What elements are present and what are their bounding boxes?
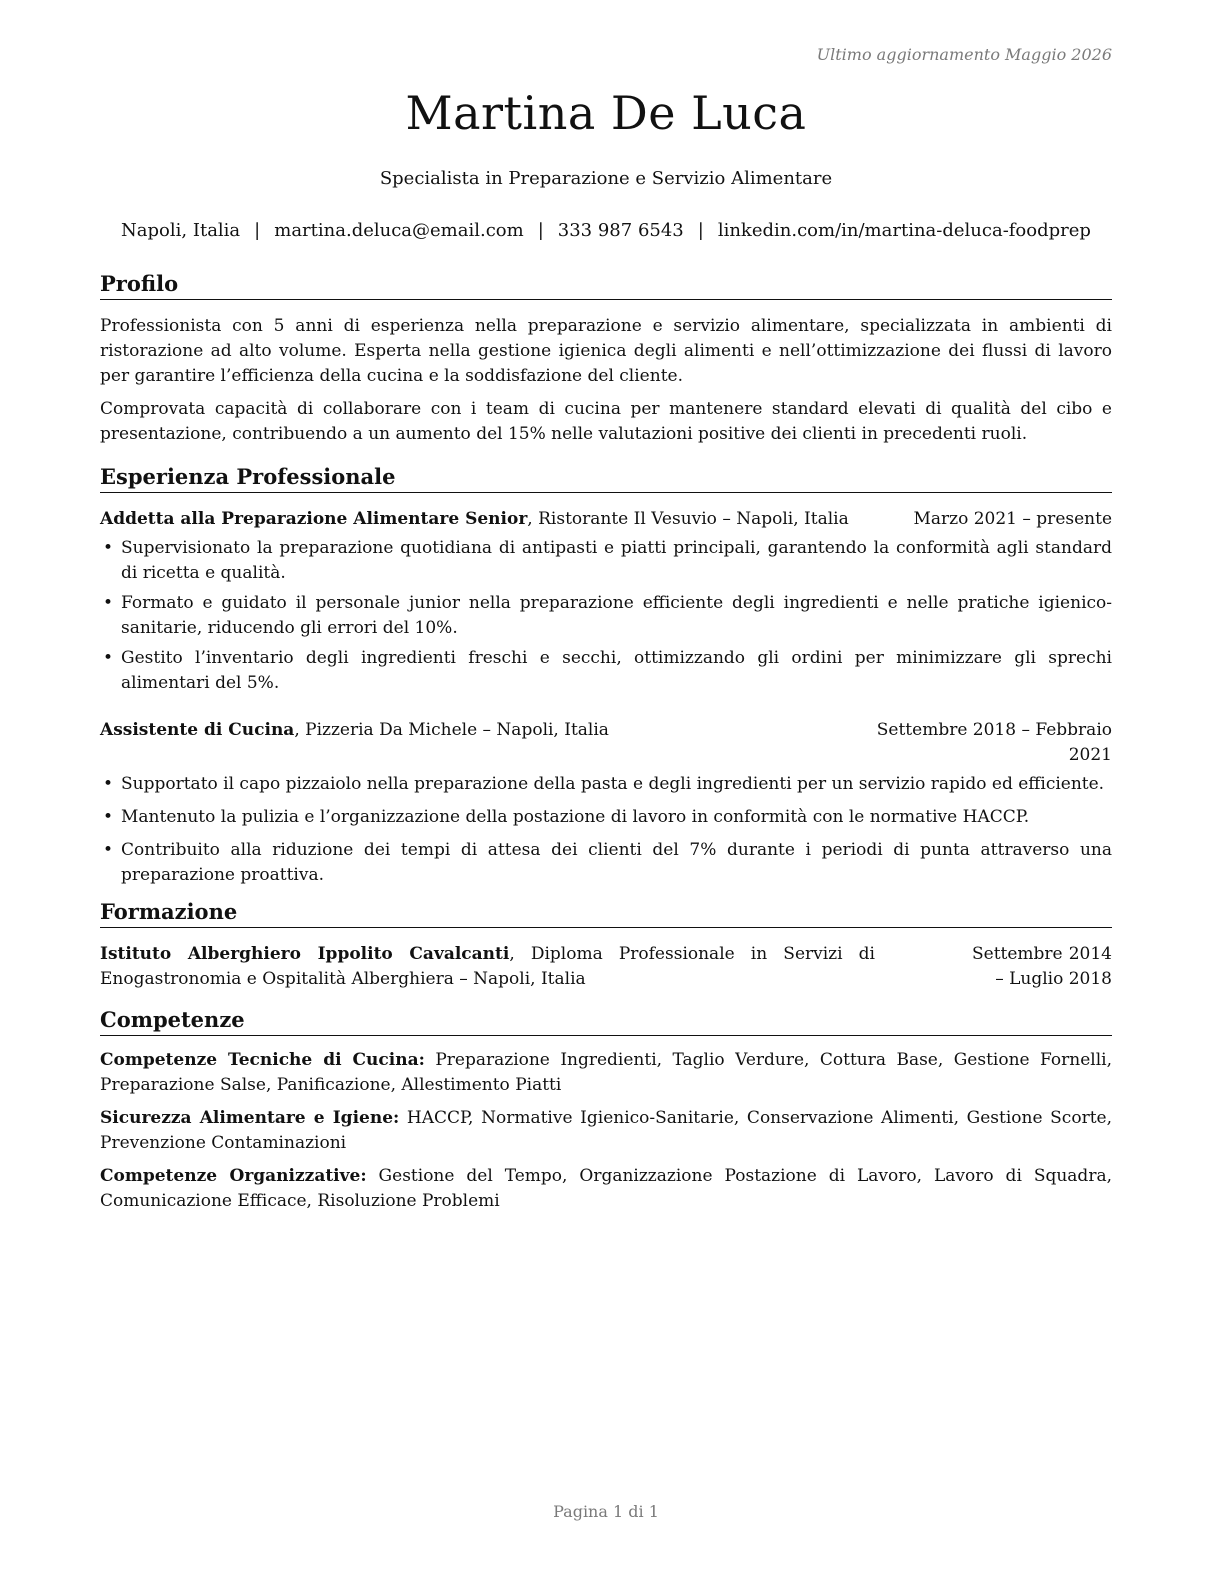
section-title-experience: Esperienza Professionale xyxy=(100,463,1112,493)
page-number: Pagina 1 di 1 xyxy=(553,1502,659,1521)
profile-paragraph: Professionista con 5 anni di esperienza nella preparazione e servizio alimentare, specializzata in ambienti di ristorazione ad alto volume. Esperta nella gestione igienica degli alimenti e nell’ottimizzazione dei flussi di lavoro per garantire l’efficienza della cucina e la soddisfazione del cliente. xyxy=(100,316,1112,386)
contact-separator: | xyxy=(254,220,261,241)
skill-group-items: HACCP, Normative Igienico-Sanitarie, Conservazione Alimenti, Gestione Scorte, Prevenzione Contaminazioni xyxy=(100,1108,1112,1153)
bullet-icon: • xyxy=(103,840,114,860)
section-title-education: Formazione xyxy=(100,898,1112,928)
bullet-text: Mantenuto la pulizia e l’organizzazione della postazione di lavoro in conformità con le normative HACCP. xyxy=(121,807,1030,827)
job-dates: Settembre 2018 – Febbraio 2021 xyxy=(876,720,1112,765)
job-bullets xyxy=(100,772,1112,888)
skill-group-label: Competenze Organizzative: xyxy=(100,1166,367,1186)
job-header xyxy=(100,507,1112,532)
skill-group xyxy=(100,1048,1112,1098)
contact-line xyxy=(100,220,1112,241)
bullet-text: Gestito l’inventario degli ingredienti freschi e secchi, ottimizzando gli ordini per minimizzare gli sprechi alimentari del 5%. xyxy=(121,648,1112,693)
bullet-icon: • xyxy=(103,648,114,668)
contact-linkedin[interactable]: linkedin.com/in/martina-deluca-foodprep xyxy=(717,220,1091,241)
bullet-icon: • xyxy=(103,774,114,794)
list-item xyxy=(100,536,1112,586)
bullet-text: Contribuito alla riduzione dei tempi di attesa dei clienti del 7% durante i periodi di punta attraverso una preparazione proattiva. xyxy=(121,840,1112,885)
skill-group-items: Preparazione Ingredienti, Taglio Verdure, Cottura Base, Gestione Fornelli, Preparazione Salse, Panificazione, Allestimento Piatti xyxy=(100,1050,1113,1095)
skill-group-label: Competenze Tecniche di Cucina: xyxy=(100,1050,425,1070)
bullet-text: Supervisionato la preparazione quotidiana di antipasti e piatti principali, garantendo la conformità agli standard di ricetta e qualità. xyxy=(121,538,1112,583)
job-dates: Marzo 2021 – presente xyxy=(913,509,1112,529)
list-item xyxy=(100,646,1112,696)
education-dates: Settembre 2014 – Luglio 2018 xyxy=(972,944,1112,989)
education-description xyxy=(100,942,875,992)
contact-email[interactable]: martina.deluca@email.com xyxy=(274,220,524,241)
resume-page xyxy=(100,0,1112,1584)
bullet-text: Formato e guidato il personale junior nella preparazione efficiente degli ingredienti e nelle pratiche igienico-sanitarie, riducendo gli errori del 10%. xyxy=(121,593,1112,638)
job-role: Assistente di Cucina xyxy=(100,720,295,740)
job-employer: , Ristorante Il Vesuvio – Napoli, Italia xyxy=(527,509,849,529)
job-title-line xyxy=(100,718,609,768)
list-item xyxy=(100,838,1112,888)
skill-group-items: Gestione del Tempo, Organizzazione Postazione di Lavoro, Lavoro di Squadra, Comunicazione Efficace, Risoluzione Problemi xyxy=(100,1166,1112,1211)
last-updated: Ultimo aggiornamento Maggio 2026 xyxy=(816,45,1112,64)
contact-separator: | xyxy=(537,220,544,241)
bullet-icon: • xyxy=(103,538,114,558)
education-school: Istituto Alberghiero Ippolito Cavalcanti xyxy=(100,944,510,964)
job-header xyxy=(100,718,1112,768)
education-degree: , Diploma Professionale in Servizi di Enogastronomia e Ospitalità Alberghiera – Napoli, Italia xyxy=(100,944,875,989)
job-employer: , Pizzeria Da Michele – Napoli, Italia xyxy=(294,720,609,740)
contact-separator: | xyxy=(697,220,704,241)
profile-paragraph: Comprovata capacità di collaborare con i team di cucina per mantenere standard elevati di qualità del cibo e presentazione, contribuendo a un aumento del 15% nelle valutazioni positive dei clienti in precedenti ruoli. xyxy=(100,399,1112,444)
job-role: Addetta alla Preparazione Alimentare Senior xyxy=(100,509,528,529)
candidate-name: Martina De Luca xyxy=(405,86,807,140)
section-title-skills: Competenze xyxy=(100,1006,1112,1036)
bullet-text: Supportato il capo pizzaiolo nella preparazione della pasta e degli ingredienti per un servizio rapido ed efficiente. xyxy=(121,774,1105,794)
skill-group xyxy=(100,1106,1112,1156)
skill-group xyxy=(100,1164,1112,1214)
bullet-icon: • xyxy=(103,593,114,613)
bullet-icon: • xyxy=(103,807,114,827)
list-item xyxy=(100,591,1112,641)
section-title-profile: Profilo xyxy=(100,270,1112,300)
list-item xyxy=(100,805,1112,830)
job-bullets xyxy=(100,536,1112,696)
resume-body xyxy=(100,270,1112,1214)
contact-location: Napoli, Italia xyxy=(121,220,241,241)
job-title-line xyxy=(100,507,849,532)
skill-group-label: Sicurezza Alimentare e Igiene: xyxy=(100,1108,400,1128)
contact-phone: 333 987 6543 xyxy=(557,220,684,241)
education-entry xyxy=(100,942,1112,992)
candidate-title: Specialista in Preparazione e Servizio Alimentare xyxy=(379,168,833,189)
list-item xyxy=(100,772,1112,797)
